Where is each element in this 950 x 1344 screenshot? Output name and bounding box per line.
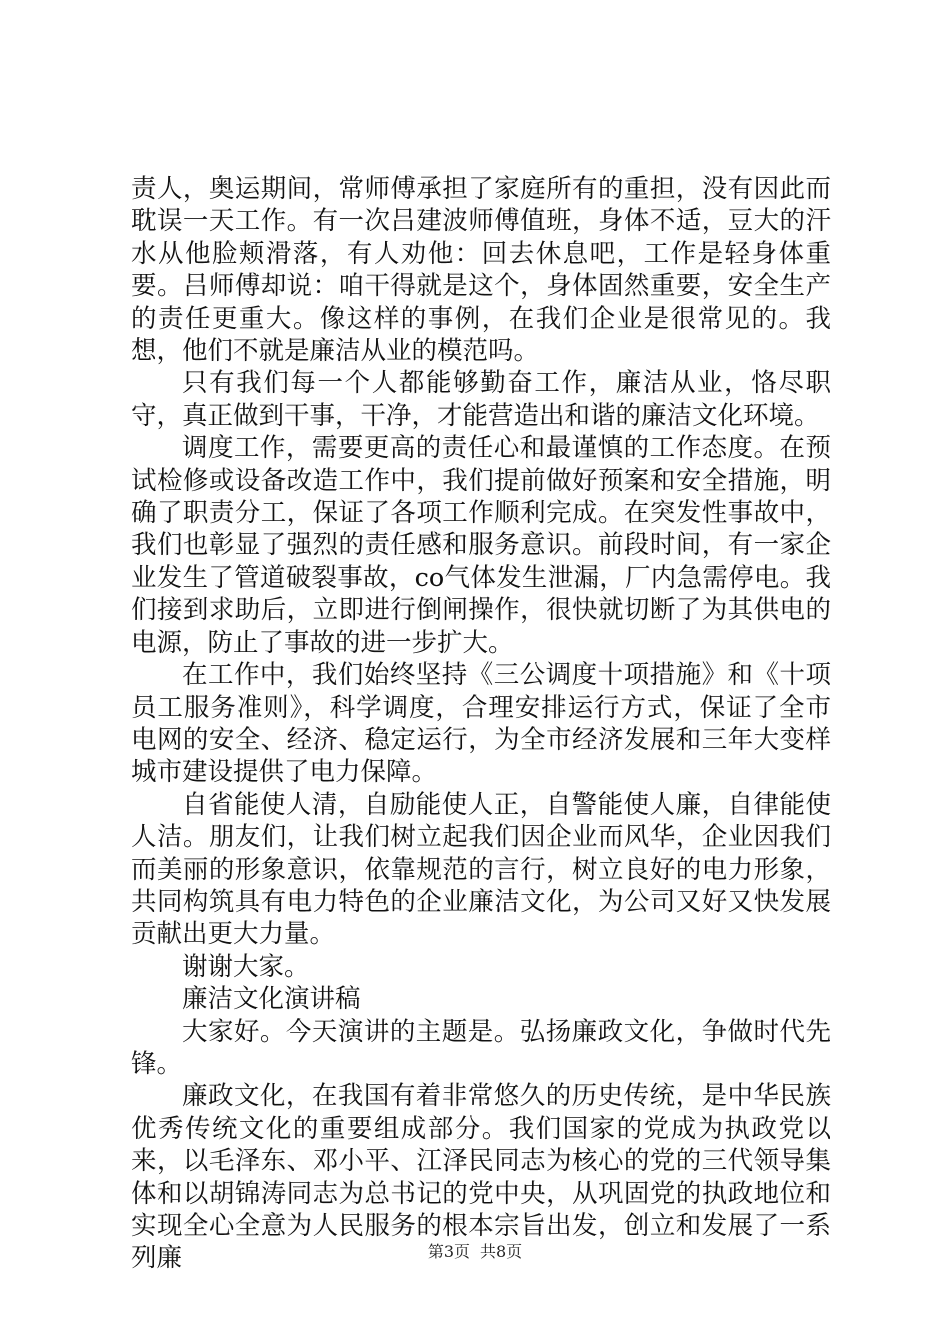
paragraph-4: 在工作中，我们始终坚持《三公调度十项措施》和《十项员工服务准则》，科学调度，合理安排运行方式，保证了全市电网的安全、经济、稳定运行，为全市经济发展和三年大变样城市建设提供了电力保障。: [131, 660, 831, 788]
paragraph-greeting: 大家好。今天演讲的主题是。弘扬廉政文化，争做时代先锋。: [131, 1016, 831, 1079]
paragraph-last: 廉政文化，在我国有着非常悠久的历史传统，是中华民族优秀传统文化的重要组成部分。我们国家的党成为执政党以来，以毛泽东、邓小平、江泽民同志为核心的党的三代领导集体和以胡锦涛同志为总书记的党中央，从巩固党的执政地位和实现全心全意为人民服务的根本宗旨出发，创立和发展了一系列廉: [131, 1081, 831, 1274]
closing-thanks: 谢谢大家。: [182, 951, 310, 982]
page-total: 共8页: [480, 1242, 523, 1261]
page-footer: [0, 1242, 950, 1262]
page-number: 第3页: [427, 1242, 470, 1261]
paragraph-2: 只有我们每一个人都能够勤奋工作，廉洁从业，恪尽职守，真正做到干事，干净，才能营造出和谐的廉洁文化环境。: [131, 368, 831, 431]
paragraph-3: 调度工作，需要更高的责任心和最谨慎的工作态度。在预试检修或设备改造工作中，我们提前做好预案和安全措施，明确了职责分工，保证了各项工作顺利完成。在突发性事故中，我们也彰显了强烈的责任感和服务意识。前段时间，有一家企业发生了管道破裂事故，co气体发生泄漏，厂内急需停电。我们接到求助后，立即进行倒闸操作，很快就切断了为其供电的电源，防止了事故的进一步扩大。: [131, 433, 831, 658]
document-body: [131, 173, 831, 1275]
paragraph-5: 自省能使人清，自励能使人正，自警能使人廉，自律能使人洁。朋友们，让我们树立起我们因企业而风华，企业因我们而美丽的形象意识，依靠规范的言行，树立良好的电力形象，共同构筑具有电力特色的企业廉洁文化，为公司又好又快发展贡献出更大力量。: [131, 789, 831, 950]
paragraph-1: 责人，奥运期间，常师傅承担了家庭所有的重担，没有因此而耽误一天工作。有一次吕建波师傅值班，身体不适，豆大的汗水从他脸颊滑落，有人劝他：回去休息吧，工作是轻身体重要。吕师傅却说：咱干得就是这个，身体固然重要，安全生产的责任更重大。像这样的事例，在我们企业是很常见的。我想，他们不就是廉洁从业的模范吗。: [131, 174, 831, 367]
section-title: 廉洁文化演讲稿: [182, 984, 361, 1015]
